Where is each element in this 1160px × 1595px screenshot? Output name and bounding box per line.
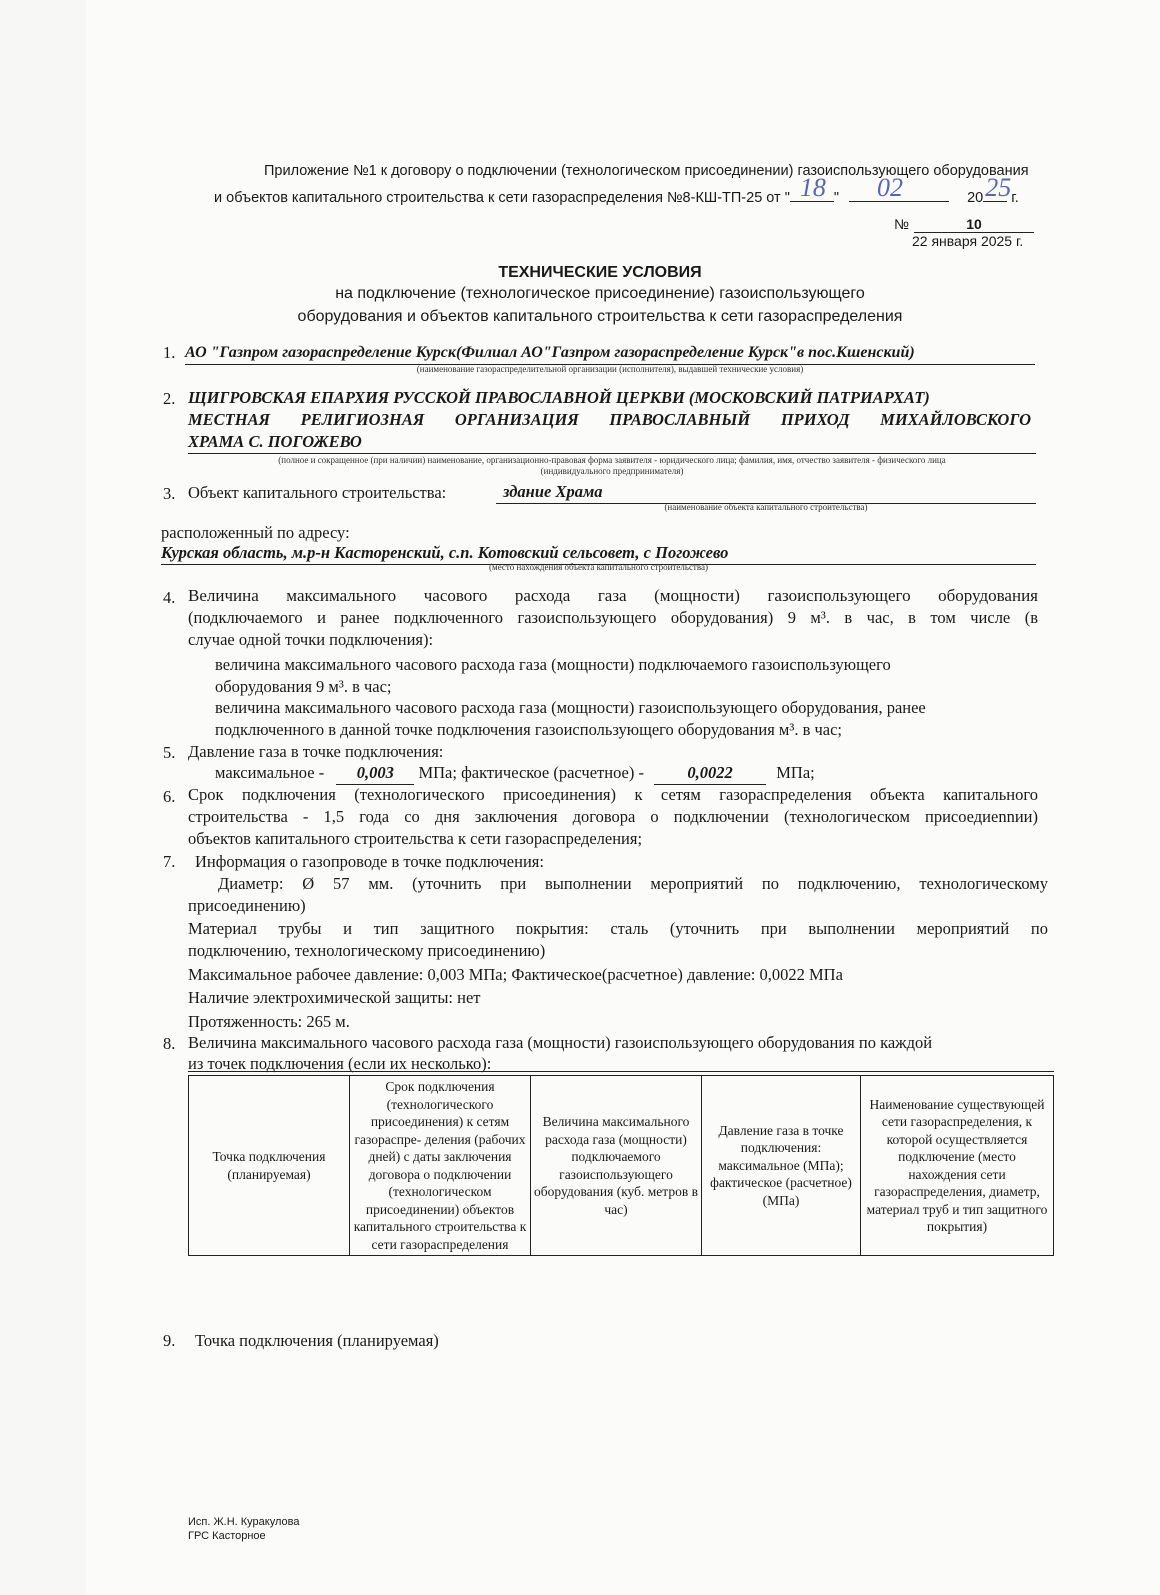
object-label: Объект капитального строительства: (188, 483, 447, 502)
item-6-line-2: строительства - 1,5 года со дня заключения договора о подключении (технологическом присоедиennии) (188, 807, 1038, 826)
contract-day-field (790, 173, 834, 202)
th-connection-term: Срок подключения (технологического присоединения) к сетям газораспре- деления (рабочих дней) с даты заключения договора о подключении (технологическом присоединении) объектов капитального строительства к сети газораспределения (350, 1076, 531, 1256)
header-line-1: Приложение №1 к договору о подключении (технологическом присоединении) газоиспользующего оборудования (264, 163, 1029, 179)
item-4-sub-1b: оборудования 9 м³. в час; (215, 677, 392, 696)
pipeline-material-1: Материал трубы и тип защитного покрытия: сталь (уточнить при выполнении мероприятий по (188, 919, 1048, 938)
th-connection-point: Точка подключения (планируемая) (189, 1076, 350, 1256)
item-1-number: 1. (163, 343, 176, 362)
contract-month-field (849, 173, 949, 202)
item-9-number: 9. (163, 1331, 176, 1350)
item-6-line-3: объектов капитального строительства к сети газораспределения; (188, 829, 643, 848)
pipeline-length: Протяженность: 265 м. (188, 1012, 350, 1031)
contract-year: 25 (985, 173, 1012, 202)
item-4-number: 4. (163, 588, 176, 607)
pipeline-ecp: Наличие электрохимической защиты: нет (188, 988, 481, 1007)
applicant-line-1: ЩИГРОВСКАЯ ЕПАРХИЯ РУССКОЙ ПРАВОСЛАВНОЙ ЦЕРКВИ (МОСКОВСКИЙ ПАТРИАРХАТ) (188, 388, 930, 407)
item-6-line-1: Срок подключения (технологического присоединения) к сетям газораспределения объекта капитального (188, 785, 1038, 804)
gas-consumption-table (188, 1075, 1054, 1256)
address-caption: (место нахождения объекта капитального строительства) (489, 562, 708, 572)
applicant-caption-1: (полное и сокращенное (при наличии) наименование, организационно-правовая форма заявителя - юридического лица; фамилия, имя, отчество заявителя - физического лица (278, 455, 946, 465)
pressure-label: Давление газа в точке подключения: (188, 742, 444, 761)
pipeline-material-2: подключению, технологическому присоединению) (188, 941, 546, 960)
pressure-fact-value: 0,0022 (654, 762, 766, 785)
footer-executor: Исп. Ж.Н. Куракулова (188, 1516, 300, 1528)
doc-number: 10 (914, 216, 1034, 233)
item-5-number: 5. (163, 743, 176, 762)
title-sub-1: на подключение (технологическое присоединение) газоиспользующего (335, 285, 865, 302)
pipeline-diameter-1: Диаметр: Ø 57 мм. (уточнить при выполнении мероприятий по подключению, технологическому (218, 874, 1048, 893)
table-header-row (189, 1076, 1054, 1256)
header-line-2: и объектов капитального строительства к сети газораспределения №8-КШ-ТП-25 от " 18 " 02 20 25 г. (214, 173, 1019, 206)
item-4-line-2: (подключаемого и ранее подключенного газоиспользующего оборудования) 9 м³. в час, в том числе (в (188, 608, 1038, 627)
gdo-caption: (наименование газораспределительной организации (исполнителя), выдавшей технические условия) (416, 364, 804, 374)
item-8-line-1: Величина максимального часового расхода газа (мощности) газоиспользующего оборудования по каждой (188, 1033, 933, 1052)
item-4-sub-1a: величина максимального часового расхода газа (мощности) подключаемого газоиспользующего (215, 655, 891, 674)
object-name: здание Храма (496, 481, 1036, 504)
th-pressure: Давление газа в точке подключения: максимальное (МПа); фактическое (расчетное) (МПа) (702, 1076, 861, 1256)
doc-number-label: № (894, 216, 910, 232)
item-7-number: 7. (163, 852, 176, 871)
item-9-label: Точка подключения (планируемая) (195, 1331, 439, 1350)
doc-date: 22 января 2025 г. (912, 233, 1024, 249)
item-4-line-3: случае одной точки подключения): (188, 630, 434, 649)
pressure-max-label: максимальное - (215, 763, 325, 782)
contract-year-field (983, 173, 1012, 202)
contract-month: 02 (877, 173, 904, 202)
applicant-line-2: МЕСТНАЯ РЕЛИГИОЗНАЯ ОРГАНИЗАЦИЯ ПРАВОСЛАВНЫЙ ПРИХОД МИХАЙЛОВСКОГО (188, 410, 1031, 429)
item-8-number: 8. (163, 1034, 176, 1053)
contract-year-prefix: 20 (967, 190, 984, 206)
table-top-rule (188, 1071, 1054, 1072)
th-network-name: Наименование существующей сети газораспределения, к которой осуществляется подключение (место нахождения сети газораспределения, диаметр, материал труб и тип защитного покрытия) (861, 1076, 1054, 1256)
header-contract-text: и объектов капитального строительства к сети газораспределения №8-КШ-ТП-25 от " (214, 190, 790, 206)
item-4-line-1: Величина максимального часового расхода газа (мощности) газоиспользующего оборудования (188, 586, 1038, 605)
contract-year-end: г. (1011, 190, 1019, 206)
item-4-sub-2a: величина максимального часового расхода газа (мощности) газоиспользующего оборудования, ранее (215, 698, 926, 717)
page-title: ТЕХНИЧЕСКИЕ УСЛОВИЯ (498, 264, 702, 281)
pipeline-info-label: Информация о газопроводе в точке подключения: (195, 852, 544, 871)
pipeline-diameter-2: присоединению) (188, 896, 306, 915)
pressure-row (215, 762, 815, 785)
applicant-line-3: ХРАМА С. ПОГОЖЕВО (188, 431, 1036, 454)
item-4-sub-2b: подключенного в данной точке подключения газоиспользующего оборудования м³. в час; (215, 720, 843, 739)
item-8-line-2: из точек подключения (если их несколько): (188, 1054, 492, 1073)
object-caption: (наименование объекта капитального строительства) (664, 502, 868, 512)
footer-station: ГРС Касторное (188, 1530, 266, 1542)
th-max-flow: Величина максимального расхода газа (мощности) подключаемого газоиспользующего оборудования (куб. метров в час) (531, 1076, 702, 1256)
address-value: Курская область, м.р-н Касторенский, с.п. Котовский сельсовет, с Погожево (161, 542, 1036, 565)
item-2-number: 2. (163, 389, 176, 408)
pressure-mid-text: МПа; фактическое (расчетное) - (418, 763, 644, 782)
pipeline-pressure: Максимальное рабочее давление: 0,003 МПа; Фактическое(расчетное) давление: 0,0022 МПа (188, 965, 843, 984)
item-6-number: 6. (163, 787, 176, 806)
item-3-number: 3. (163, 484, 176, 503)
applicant-caption-2: (индивидуального предпринимателя) (540, 466, 684, 476)
contract-day: 18 (799, 173, 826, 202)
pressure-unit: МПа; (776, 763, 815, 782)
address-label: расположенный по адресу: (161, 523, 350, 542)
pressure-max-value: 0,003 (336, 762, 414, 785)
title-sub-2: оборудования и объектов капитального строительства к сети газораспределения (297, 308, 903, 325)
gdo-name: АО "Газпром газораспределение Курск(Филиал АО"Газпром газораспределение Курск"в пос.Кшенский) (185, 342, 1035, 365)
